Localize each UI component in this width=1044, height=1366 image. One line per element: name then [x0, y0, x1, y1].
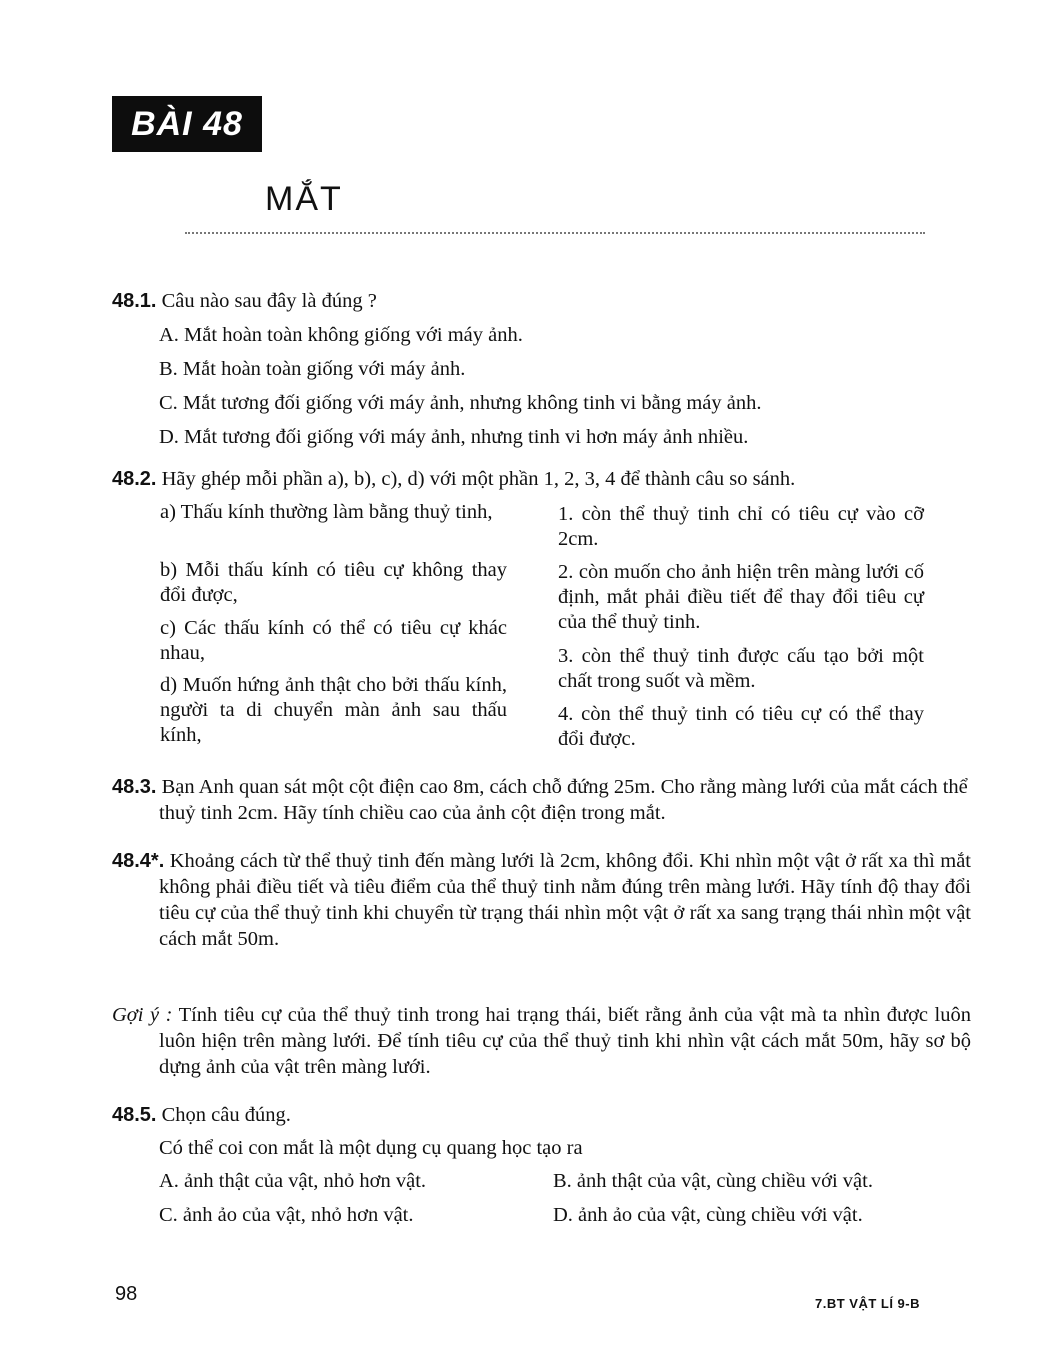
matching-left-item: b) Mỗi thấu kính có tiêu cự không thay đổi được,	[160, 559, 507, 606]
exercise-number: 48.5.	[112, 1104, 157, 1126]
hint	[112, 1002, 971, 1080]
exercise-number: 48.1.	[112, 290, 157, 312]
answer-option: B. Mắt hoàn toàn giống với máy ảnh.	[159, 358, 466, 380]
exercise-48-5	[112, 1102, 924, 1236]
answer-option: D. Mắt tương đối giống với máy ảnh, nhưng tinh vi hơn máy ảnh nhiều.	[159, 426, 749, 448]
matching-left-item: a) Thấu kính thường làm bằng thuỷ tinh,	[160, 501, 493, 523]
exercise-stem: Có thể coi con mắt là một dụng cụ quang học tạo ra	[159, 1137, 583, 1159]
exercise-question: Hãy ghép mỗi phần a), b), c), d) với một phần 1, 2, 3, 4 để thành câu so sánh.	[161, 468, 796, 490]
answer-option: C. Mắt tương đối giống với máy ảnh, nhưng không tinh vi bằng máy ảnh.	[159, 392, 762, 414]
answer-option: A. Mắt hoàn toàn không giống với máy ảnh.	[159, 324, 523, 346]
exercise-48-2	[112, 466, 924, 492]
page-number: 98	[115, 1283, 138, 1305]
exercise-text: Khoảng cách từ thể thuỷ tinh đến màng lưới là 2cm, không đổi. Khi nhìn một vật ở rất xa thì mắt không phải điều tiết và tiêu điểm của thể thuỷ tinh nằm đúng trên màng lưới. Hãy tính độ thay đổi tiêu cự của thể thuỷ tinh khi chuyển từ trạng thái nhìn một vật ở rất xa sang trạng thái nhìn một vật cách mắt 50m.	[159, 850, 972, 950]
matching-right-item: 2. còn muốn cho ảnh hiện trên màng lưới cố định, mắt phải điều tiết để thay đổi tiêu cự của thể thuỷ tinh.	[558, 561, 924, 633]
title-divider	[185, 232, 925, 234]
matching-left-item: d) Muốn hứng ảnh thật cho bởi thấu kính, người ta di chuyển màn ảnh sau thấu kính,	[160, 674, 507, 746]
exercise-48-1	[112, 288, 924, 450]
exercise-text: Bạn Anh quan sát một cột điện cao 8m, cách chỗ đứng 25m. Cho rằng màng lưới của mắt cách thể thuỷ tinh 2cm. Hãy tính chiều cao của ảnh cột điện trong mắt.	[159, 776, 968, 824]
hint-label: Gợi ý :	[112, 1004, 173, 1026]
lesson-label: BÀI 48	[112, 96, 262, 152]
matching-right-item: 4. còn thể thuỷ tinh có tiêu cự có thể thay đổi được.	[558, 703, 924, 750]
matching-right-item: 1. còn thể thuỷ tinh chỉ có tiêu cự vào cỡ 2cm.	[558, 503, 924, 550]
exercise-question: Câu nào sau đây là đúng ?	[161, 290, 377, 312]
matching-left-item: c) Các thấu kính có thể có tiêu cự khác nhau,	[160, 617, 507, 664]
hint-text: Tính tiêu cự của thể thuỷ tinh trong hai trạng thái, biết rằng ảnh của vật mà ta nhìn được luôn luôn hiện trên màng lưới. Để tính tiêu cự của thể thuỷ tinh khi nhìn vật cách mắt 50m, hãy sơ bộ dựng ảnh của vật trên màng lưới.	[159, 1004, 971, 1078]
answer-option: D. ảnh ảo của vật, cùng chiều với vật.	[553, 1204, 863, 1226]
answer-option: B. ảnh thật của vật, cùng chiều với vật.	[553, 1170, 873, 1192]
book-code: 7.BT VẬT LÍ 9-B	[814, 1296, 920, 1311]
matching-right-item: 3. còn thể thuỷ tinh được cấu tạo bởi một chất trong suốt và mềm.	[558, 645, 924, 692]
exercise-48-3	[112, 774, 971, 826]
exercise-48-4	[112, 848, 971, 952]
exercise-number: 48.3.	[112, 776, 157, 798]
lesson-title: MẮT	[265, 180, 343, 218]
exercise-number: 48.4*.	[112, 850, 165, 872]
answer-option: A. ảnh thật của vật, nhỏ hơn vật.	[159, 1170, 427, 1192]
exercise-question: Chọn câu đúng.	[161, 1104, 291, 1126]
exercise-number: 48.2.	[112, 468, 157, 490]
answer-option: C. ảnh ảo của vật, nhỏ hơn vật.	[159, 1204, 414, 1226]
